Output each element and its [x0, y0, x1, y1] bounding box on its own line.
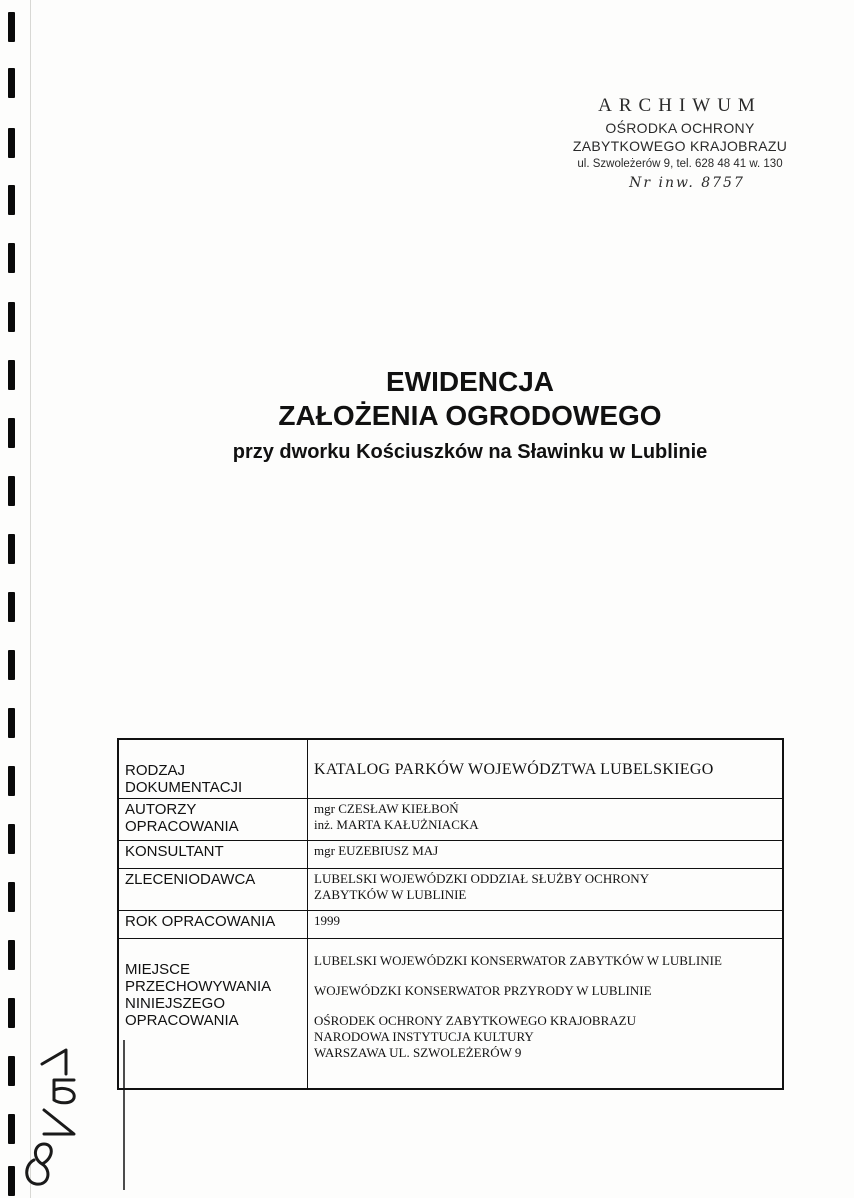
value-line: NARODOWA INSTYTUCJA KULTURY	[314, 1029, 534, 1044]
table-label	[118, 799, 308, 841]
title-line: ZAŁOŻENIA OGRODOWEGO	[278, 400, 662, 431]
table-value	[308, 869, 784, 911]
value-line: mgr CZESŁAW KIEŁBOŃ	[314, 801, 459, 816]
table-value: KATALOG PARKÓW WOJEWÓDZTWA LUBELSKIEGO	[308, 739, 784, 799]
handwritten-number	[14, 1040, 134, 1190]
binding-hole	[8, 418, 15, 448]
table-row	[118, 739, 783, 799]
spiral-binding	[0, 0, 30, 1198]
table-row	[118, 799, 783, 841]
label-line: MIEJSCE	[125, 961, 191, 978]
value-line: LUBELSKI WOJEWÓDZKI KONSERWATOR ZABYTKÓW W LUBLINIE	[314, 953, 722, 968]
binding-hole	[8, 476, 15, 506]
table-row	[118, 841, 783, 869]
binding-hole	[8, 592, 15, 622]
binding-hole	[8, 534, 15, 564]
page-edge	[30, 0, 31, 1198]
binding-hole	[8, 360, 15, 390]
table-label	[118, 939, 308, 1090]
table-label	[118, 739, 308, 799]
binding-hole	[8, 12, 15, 42]
binding-hole	[8, 882, 15, 912]
value-line: OŚRODEK OCHRONY ZABYTKOWEGO KRAJOBRAZU	[314, 1013, 636, 1028]
label-line: NINIEJSZEGO	[125, 995, 226, 1012]
binding-hole	[8, 940, 15, 970]
binding-hole	[8, 68, 15, 98]
binding-hole	[8, 998, 15, 1028]
table-label: ZLECENIODAWCA	[118, 869, 308, 911]
table-row	[118, 939, 783, 1090]
table-row	[118, 911, 783, 939]
inventory-number: Nr inw. 8757	[629, 175, 745, 191]
binding-hole	[8, 708, 15, 738]
label-line: PRZECHOWYWANIA	[125, 978, 272, 995]
table-label: KONSULTANT	[118, 841, 308, 869]
value-line: WOJEWÓDZKI KONSERWATOR PRZYRODY W LUBLINIE	[314, 983, 652, 998]
binding-hole	[8, 128, 15, 158]
handwritten-digit-7	[42, 1050, 66, 1074]
binding-hole	[8, 766, 15, 796]
binding-hole	[8, 824, 15, 854]
subtitle: przy dworku Kościuszków na Sławinku w Lublinie	[232, 441, 708, 463]
value-line: LUBELSKI WOJEWÓDZKI ODDZIAŁ SŁUŻBY OCHRONY	[314, 871, 650, 886]
binding-hole	[8, 650, 15, 680]
table-label: ROK OPRACOWANIA	[118, 911, 308, 939]
label-line: OPRACOWANIA	[125, 818, 239, 835]
binding-hole	[8, 302, 15, 332]
value-line: inż. MARTA KAŁUŻNIACKA	[314, 817, 479, 832]
label-line: DOKUMENTACJI	[125, 779, 243, 796]
stamp-address: ul. Szwoleżerów 9, tel. 628 48 41 w. 130	[577, 158, 783, 170]
title-line: EWIDENCJA	[385, 366, 554, 397]
binding-hole	[8, 243, 15, 273]
table-value	[308, 939, 784, 1090]
binding-hole	[8, 185, 15, 215]
document-title	[180, 365, 760, 467]
handwritten-digit-7	[44, 1110, 74, 1134]
table-row	[118, 869, 783, 911]
stamp-line: OŚRODKA OCHRONY	[605, 120, 755, 136]
value-line: WARSZAWA UL. SZWOLEŻERÓW 9	[314, 1045, 522, 1060]
value-line: ZABYTKÓW W LUBLINIE	[314, 887, 467, 902]
handwritten-digit-8	[27, 1144, 52, 1184]
stamp-line: ZABYTKOWEGO KRAJOBRAZU	[572, 138, 788, 154]
archive-stamp	[560, 95, 800, 191]
table-value: mgr EUZEBIUSZ MAJ	[308, 841, 784, 869]
table-value: 1999	[308, 911, 784, 939]
metadata-table	[117, 738, 784, 1090]
handwritten-digit-5	[54, 1080, 74, 1103]
stamp-title: ARCHIWUM	[598, 95, 762, 116]
label-line: RODZAJ	[125, 762, 185, 779]
label-line: OPRACOWANIA	[125, 1012, 239, 1029]
label-line: AUTORZY	[125, 801, 197, 818]
table-value	[308, 799, 784, 841]
